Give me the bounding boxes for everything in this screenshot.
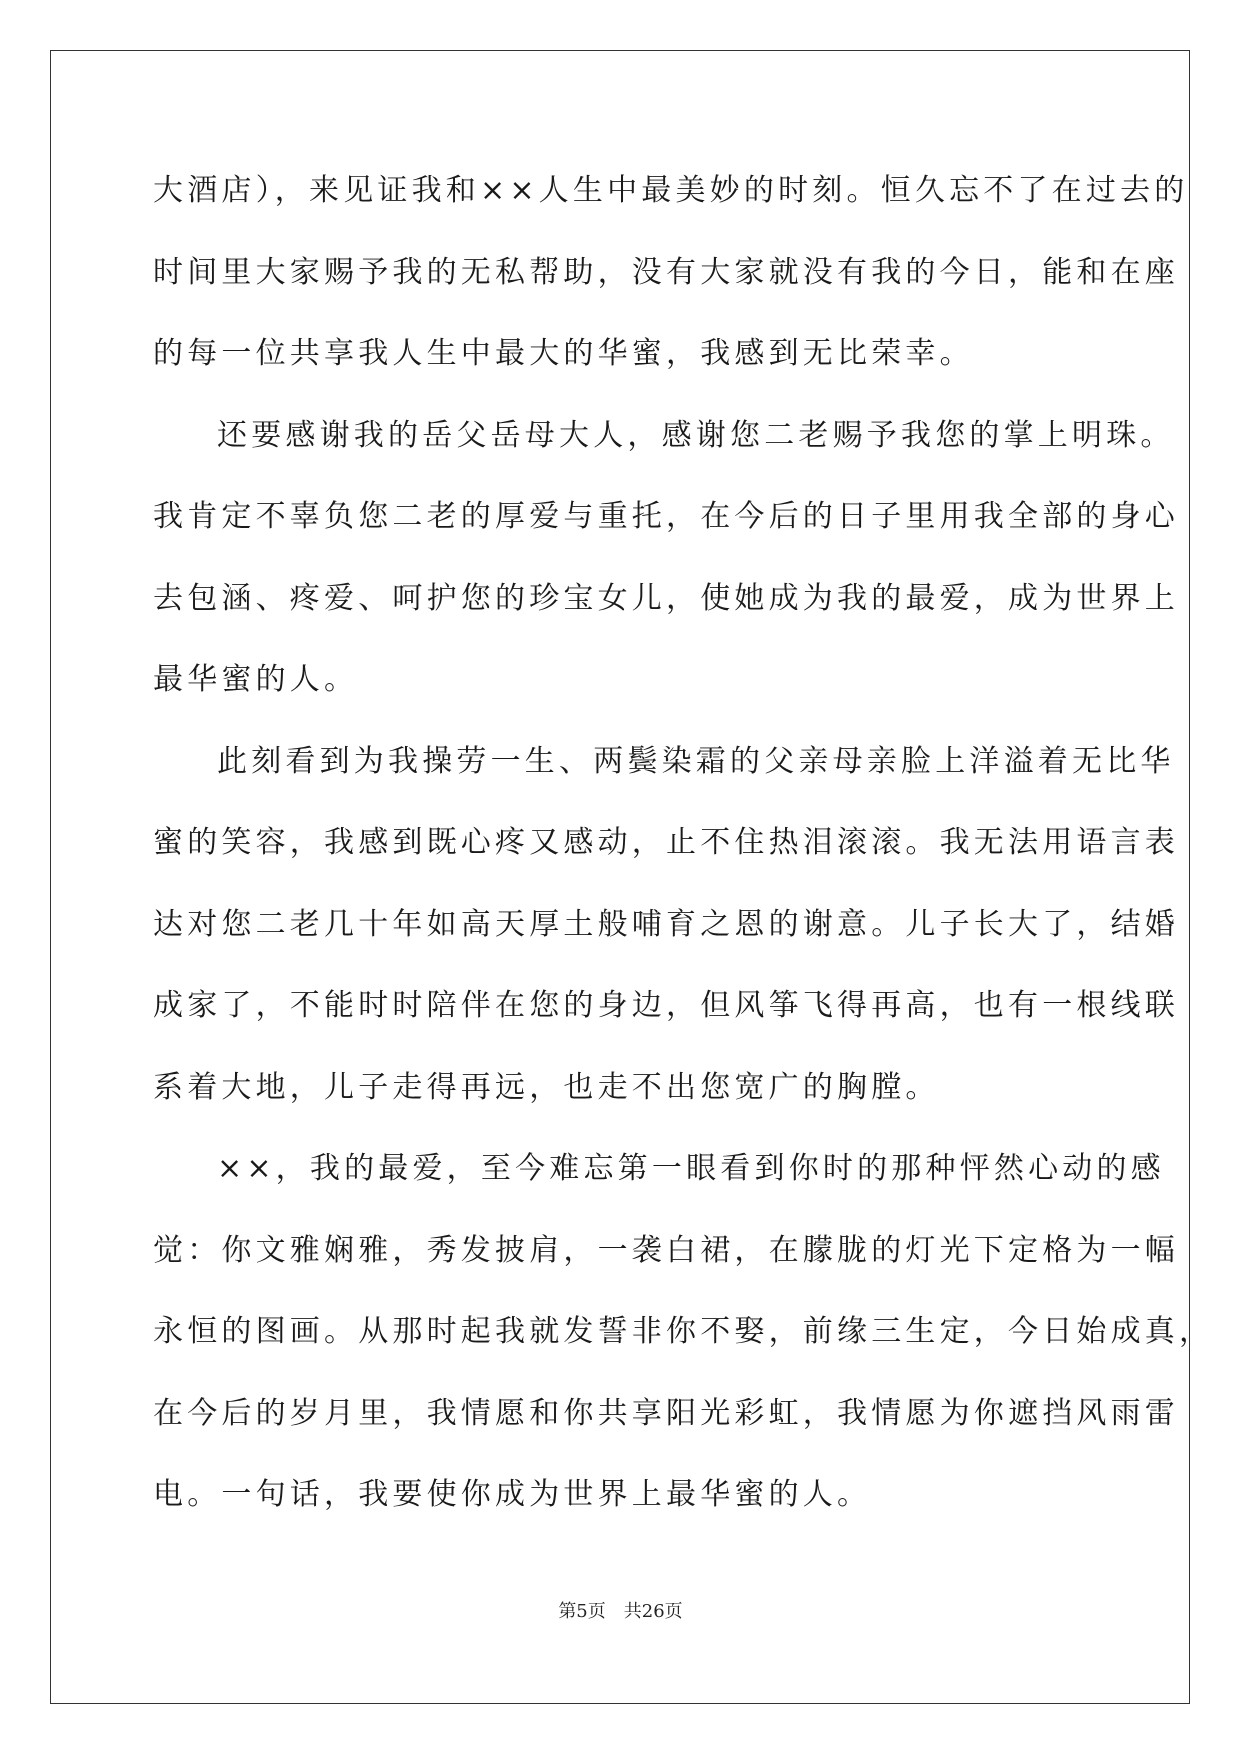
text-line: 大酒店），来见证我和××人生中最美妙的时刻。恒久忘不了在过去的 [153,173,1189,208]
text-line: 在今后的岁月里，我情愿和你共享阳光彩虹，我情愿为你遮挡风雨雷 [153,1395,1179,1431]
text-line: 还要感谢我的岳父岳母大人，感谢您二老赐予我您的掌上明珠。 [217,417,1175,453]
text-line: 时间里大家赐予我的无私帮助，没有大家就没有我的今日，能和在座 [153,254,1179,290]
text-line: 的每一位共享我人生中最大的华蜜，我感到无比荣幸。 [153,336,974,371]
document-body [153,150,1214,1536]
text-line: 我肯定不辜负您二老的厚爱与重托，在今后的日子里用我全部的身心 [153,499,1179,534]
page-footer [0,1600,1241,1624]
text-line: 系着大地，儿子走得再远，也走不出您宽广的胸膛。 [153,1069,940,1105]
text-line: 此刻看到为我操劳一生、两鬓染霜的父亲母亲脸上洋溢着无比华 [217,743,1175,779]
text-line: 蜜的笑容，我感到既心疼又感动，止不住热泪滚滚。我无法用语言表 [153,825,1179,860]
text-line: 觉：你文雅娴雅，秀发披肩，一袭白裙，在朦胧的灯光下定格为一幅 [153,1232,1179,1268]
text-line: 电。一句话，我要使你成为世界上最华蜜的人。 [153,1477,872,1512]
text-line: 成家了，不能时时陪伴在您的身边，但风筝飞得再高，也有一根线联 [153,988,1179,1023]
text-line: ××，我的最爱，至今难忘第一眼看到你时的那种怦然心动的感 [217,1151,1165,1186]
page-number: 第5页 共26页 [558,1601,683,1622]
text-line: 去包涵、疼爱、呵护您的珍宝女儿，使她成为我的最爱，成为世界上 [153,580,1179,616]
text-line: 永恒的图画。从那时起我就发誓非你不娶，前缘三生定，今日始成真， [153,1314,1214,1349]
text-line: 最华蜜的人。 [153,662,359,697]
text-line: 达对您二老几十年如高天厚土般哺育之恩的谢意。儿子长大了，结婚 [153,906,1179,942]
